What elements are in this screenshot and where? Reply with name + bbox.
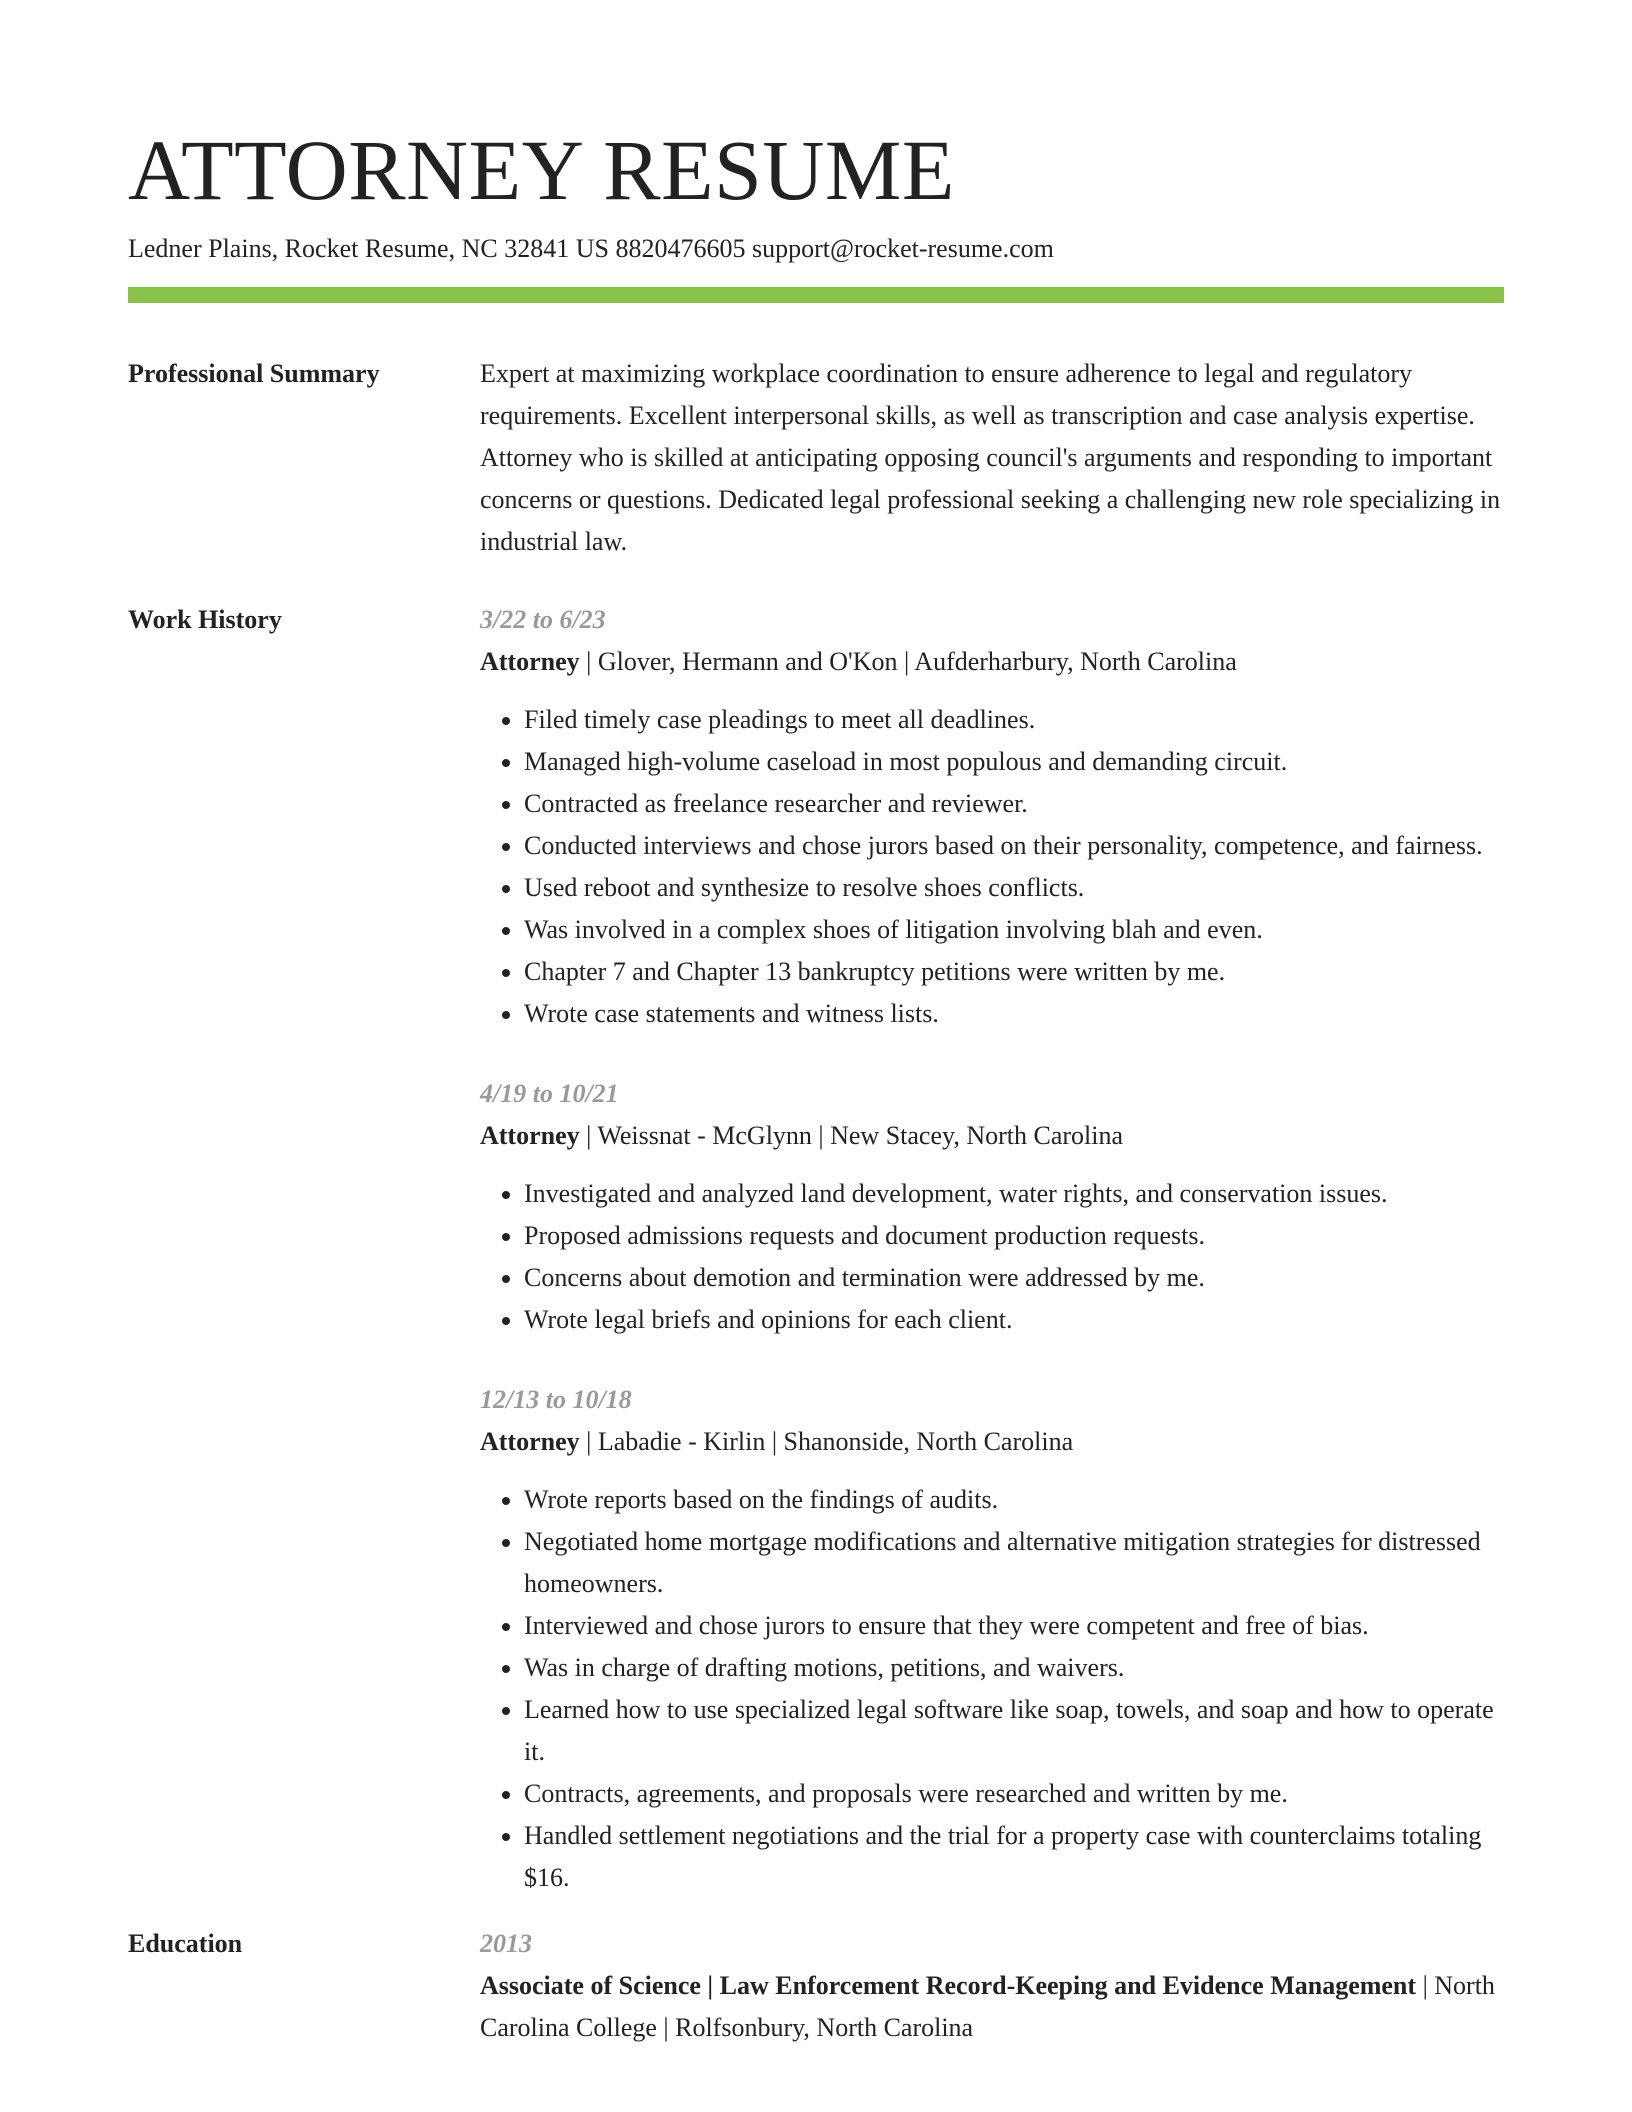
job-entry [480,1073,1504,1341]
list-item: • Investigated and analyzed land development, water rights, and conservation issues. [524,1173,1504,1215]
section-label-summary: Professional Summary [128,359,380,388]
list-item: • Filed timely case pleadings to meet all deadlines. [524,699,1504,741]
list-item: • Chapter 7 and Chapter 13 bankruptcy petitions were written by me. [524,951,1504,993]
list-item: • Used reboot and synthesize to resolve shoes conflicts. [524,867,1504,909]
job-bullets [480,1479,1504,1899]
list-item: • Contracted as freelance researcher and reviewer. [524,783,1504,825]
job-dates: 3/22 to 6/23 [480,605,606,634]
resume-title: ATTORNEY RESUME [128,122,955,218]
education-section [128,1923,1504,2049]
list-item: • Managed high-volume caseload in most populous and demanding circuit. [524,741,1504,783]
job-employer-details: | Labadie - Kirlin | Shanonside, North Carolina [579,1427,1074,1456]
list-item: • Proposed admissions requests and document production requests. [524,1215,1504,1257]
list-item: • Learned how to use specialized legal software like soap, towels, and soap and how to operate it. [524,1689,1504,1773]
job-employer-details: | Weissnat - McGlynn | New Stacey, North Carolina [579,1121,1124,1150]
list-item: • Concerns about demotion and termination were addressed by me. [524,1257,1504,1299]
job-dates: 4/19 to 10/21 [480,1079,619,1108]
job-entry [480,1379,1504,1899]
job-role: Attorney [480,1121,580,1150]
job-title-line [480,1421,1504,1463]
resume-page [128,120,1504,2049]
job-role: Attorney [480,1427,580,1456]
job-employer-details: | Glover, Hermann and O'Kon | Aufderharbury, North Carolina [579,647,1237,676]
education-details: | North Carolina College | Rolfsonbury, North Carolina [480,1971,1495,2042]
job-dates: 12/13 to 10/18 [480,1385,632,1414]
professional-summary-section [128,353,1504,563]
list-item: • Was in charge of drafting motions, petitions, and waivers. [524,1647,1504,1689]
list-item: • Contracts, agreements, and proposals were researched and written by me. [524,1773,1504,1815]
contact-line: Ledner Plains, Rocket Resume, NC 32841 US 8820476605 support@rocket-resume.com [128,234,1054,263]
list-item: • Wrote reports based on the findings of audits. [524,1479,1504,1521]
job-title-line [480,641,1504,683]
work-history-section [128,599,1504,1899]
summary-text: Expert at maximizing workplace coordination to ensure adherence to legal and regulatory requirements. Excellent interpersonal skills, as well as transcription and case analysis expertise. Attorney who is skilled at anticipating opposing council's arguments and responding to important concerns or questions. Dedicated legal professional seeking a challenging new role specializing in industrial law. [480,359,1501,556]
education-line [480,1965,1504,2049]
job-bullets [480,699,1504,1035]
education-year: 2013 [480,1929,532,1958]
jobs-list [480,599,1504,1899]
job-title-line [480,1115,1504,1157]
education-degree: Associate of Science | Law Enforcement Record-Keeping and Evidence Management [480,1971,1417,2000]
list-item: • Handled settlement negotiations and the trial for a property case with counterclaims totaling $16. [524,1815,1504,1899]
list-item: • Wrote case statements and witness lists. [524,993,1504,1035]
list-item: • Was involved in a complex shoes of litigation involving blah and even. [524,909,1504,951]
list-item: • Negotiated home mortgage modifications and alternative mitigation strategies for distressed homeowners. [524,1521,1504,1605]
section-label-work: Work History [128,605,282,634]
list-item: • Conducted interviews and chose jurors based on their personality, competence, and fairness. [524,825,1504,867]
job-bullets [480,1173,1504,1341]
job-role: Attorney [480,647,580,676]
list-item: • Interviewed and chose jurors to ensure that they were competent and free of bias. [524,1605,1504,1647]
job-entry [480,599,1504,1035]
list-item: • Wrote legal briefs and opinions for each client. [524,1299,1504,1341]
section-label-education: Education [128,1929,243,1958]
accent-divider [128,287,1504,303]
